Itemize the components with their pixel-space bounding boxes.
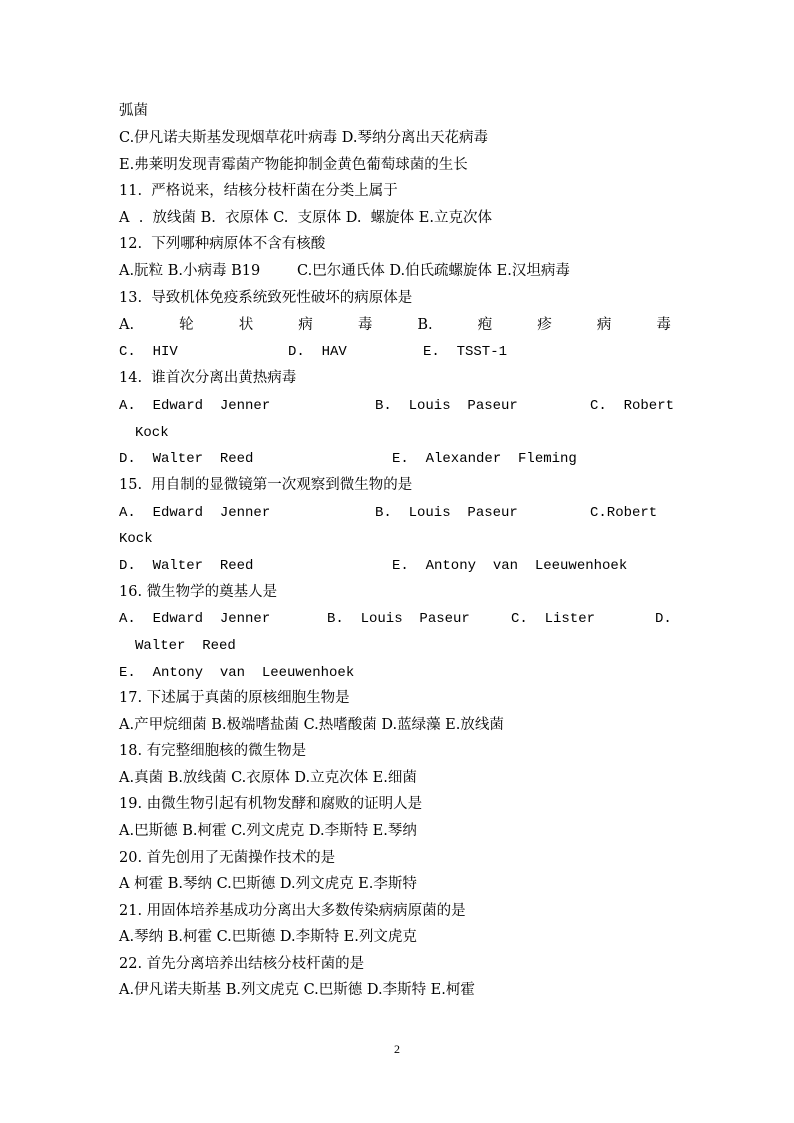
option-e: E. Antony van Leeuwenhoek bbox=[392, 558, 628, 574]
text-line: E.弗莱明发现青霉菌产物能抑制金黄色葡萄球菌的生长 bbox=[119, 157, 468, 173]
question-stem: 11. 严格说来，结核分枝杆菌在分类上属于 bbox=[119, 183, 398, 199]
option-c-continued: Kock bbox=[135, 425, 169, 441]
option-a: A. Edward Jenner bbox=[119, 505, 271, 521]
option-fragment: 疱 bbox=[477, 317, 493, 333]
text-line: C.伊凡诺夫斯基发现烟草花叶病毒 D.琴纳分离出天花病毒 bbox=[119, 130, 489, 146]
question-stem: 12. 下列哪种病原体不含有核酸 bbox=[119, 236, 326, 252]
option-fragment: 状 bbox=[238, 317, 254, 333]
question-stem: 17. 下述属于真菌的原核细胞生物是 bbox=[119, 690, 350, 706]
answer-options: A.琴纳 B.柯霍 C.巴斯德 D.李斯特 E.列文虎克 bbox=[119, 929, 417, 945]
option-d: D. Walter Reed bbox=[119, 451, 254, 467]
answer-options: A.产甲烷细菌 B.极端嗜盐菌 C.热嗜酸菌 D.蓝绿藻 E.放线菌 bbox=[119, 717, 504, 733]
option-fragment: 病 bbox=[298, 317, 313, 333]
option-fragment: 毒 bbox=[357, 317, 373, 333]
option-c: C. Robert bbox=[590, 398, 675, 414]
option-a: A. Edward Jenner bbox=[119, 611, 271, 627]
text-line: 弧菌 bbox=[119, 103, 148, 119]
option-fragment: 毒 bbox=[656, 317, 671, 333]
answer-options bbox=[119, 315, 671, 335]
answer-options: A.真菌 B.放线菌 C.衣原体 D.立克次体 E.细菌 bbox=[119, 770, 417, 786]
option-fragment: A. bbox=[119, 317, 135, 333]
option-a: A. Edward Jenner bbox=[119, 398, 271, 414]
page-number: 2 bbox=[394, 1042, 400, 1056]
question-stem: 21. 用固体培养基成功分离出大多数传染病病原菌的是 bbox=[119, 903, 466, 919]
option-fragment: 轮 bbox=[179, 317, 194, 333]
option-b: B. Louis Paseur bbox=[327, 611, 470, 627]
option-d-continued: Walter Reed bbox=[135, 638, 236, 654]
answer-options: A 柯霍 B.琴纳 C.巴斯德 D.列文虎克 E.李斯特 bbox=[119, 876, 417, 892]
option-c: C. Lister bbox=[511, 611, 596, 627]
option-e: E. Antony van Leeuwenhoek bbox=[119, 665, 355, 681]
answer-options: A.巴斯德 B.柯霍 C.列文虎克 D.李斯特 E.琴纳 bbox=[119, 823, 417, 839]
option-d: D. bbox=[655, 611, 672, 627]
option-c: C. HIV bbox=[119, 344, 178, 360]
question-stem: 15. 用自制的显微镜第一次观察到微生物的是 bbox=[119, 477, 413, 493]
option-c-continued: Kock bbox=[119, 531, 153, 547]
question-stem: 14. 谁首次分离出黄热病毒 bbox=[119, 370, 297, 386]
option-d: D. Walter Reed bbox=[119, 558, 254, 574]
answer-options: A.伊凡诺夫斯基 B.列文虎克 C.巴斯德 D.李斯特 E.柯霍 bbox=[119, 982, 475, 998]
option-fragment: 疹 bbox=[537, 317, 552, 333]
question-stem: 18. 有完整细胞核的微生物是 bbox=[119, 743, 307, 759]
option-fragment: B. bbox=[417, 317, 433, 333]
option-fragment: 病 bbox=[596, 317, 612, 333]
option-b: B. Louis Paseur bbox=[375, 505, 518, 521]
option-e: E. Alexander Fleming bbox=[392, 451, 577, 467]
option-b: B. Louis Paseur bbox=[375, 398, 518, 414]
question-stem: 19. 由微生物引起有机物发酵和腐败的证明人是 bbox=[119, 796, 423, 812]
option-d: D. HAV bbox=[288, 344, 347, 360]
question-stem: 20. 首先创用了无菌操作技术的是 bbox=[119, 850, 336, 866]
question-stem: 13. 导致机体免疫系统致死性破坏的病原体是 bbox=[119, 290, 413, 306]
answer-options: A . 放线菌 B. 衣原体 C. 支原体 D. 螺旋体 E.立克次体 bbox=[119, 210, 492, 226]
question-stem: 22. 首先分离培养出结核分枝杆菌的是 bbox=[119, 956, 365, 972]
option-e: E. TSST-1 bbox=[423, 344, 508, 360]
answer-options: A.朊粒 B.小病毒 B19 C.巴尔通氏体 D.伯氏疏螺旋体 E.汉坦病毒 bbox=[119, 263, 570, 279]
question-stem: 16. 微生物学的奠基人是 bbox=[119, 584, 278, 600]
option-c: C.Robert bbox=[590, 505, 658, 521]
